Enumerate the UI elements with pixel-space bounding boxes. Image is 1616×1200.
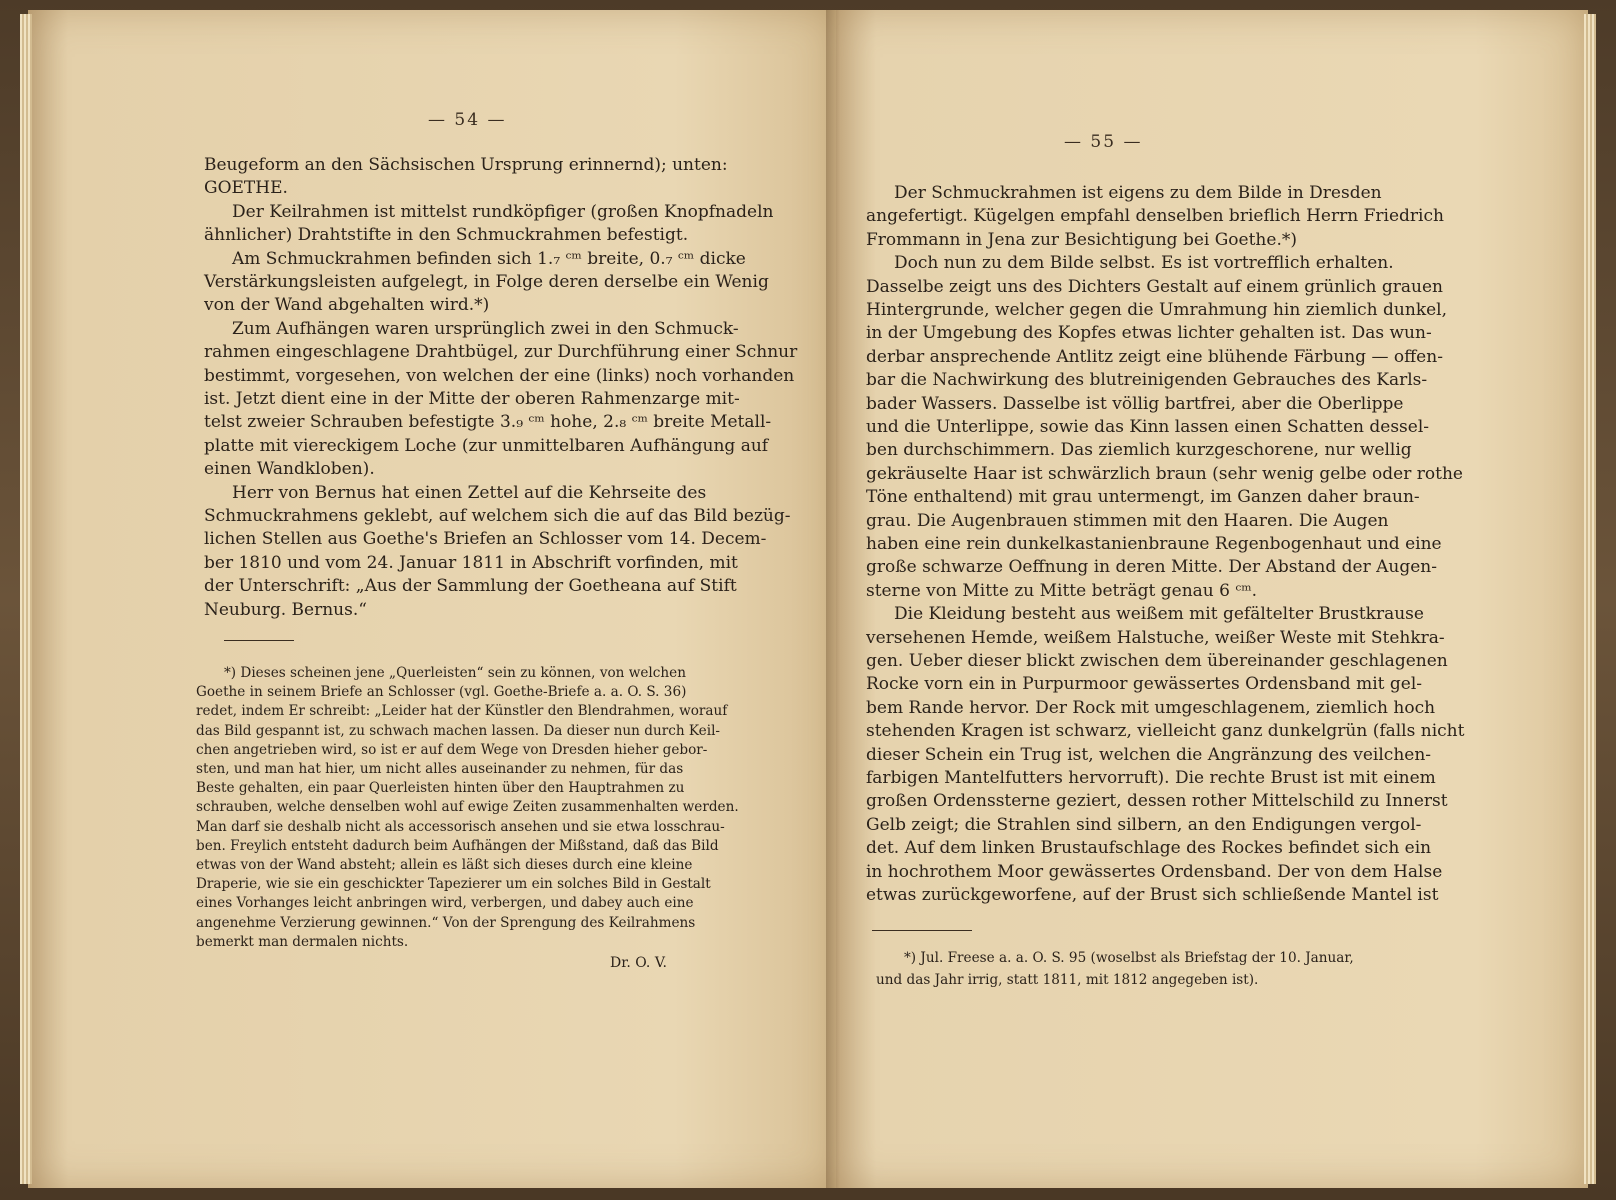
text-line: in hochrothem Moor gewässertes Ordensband. Der von dem Halse bbox=[866, 861, 1443, 882]
text-line: platte mit viereckigem Loche (zur unmittelbaren Aufhängung auf bbox=[204, 435, 769, 456]
text-line: stehenden Kragen ist schwarz, vielleicht ganz dunkelgrün (falls nicht bbox=[866, 721, 1465, 742]
text-line: etwas zurückgeworfene, auf der Brust sich schließende Mantel ist bbox=[866, 885, 1439, 905]
text-line: sten, und man hat hier, um nicht alles auseinander zu nehmen, für das bbox=[196, 761, 684, 777]
text-line: det. Auf dem linken Brustaufschlage des Rockes befindet sich ein bbox=[866, 838, 1432, 859]
text-line: ähnlicher) Drahtstifte in den Schmuckrahmen befestigt. bbox=[204, 225, 689, 246]
text-line: Die Kleidung besteht aus weißem mit gefältelter Brustkrause bbox=[894, 604, 1424, 625]
text-line: Herr von Bernus hat einen Zettel auf die Kehrseite des bbox=[232, 482, 707, 503]
footnote-signature: Dr. O. V. bbox=[610, 955, 667, 971]
text-line: bestimmt, vorgesehen, von welchen der eine (links) noch vorhanden bbox=[204, 365, 795, 386]
text-line: Man darf sie deshalb nicht als accessorisch ansehen und sie etwa losschrau- bbox=[196, 818, 725, 835]
text-line: Goethe in seinem Briefe an Schlosser (vgl. Goethe-Briefe a. a. O. S. 36) bbox=[196, 684, 687, 701]
text-line: angefertigt. Kügelgen empfahl denselben brieflich Herrn Friedrich bbox=[866, 206, 1444, 227]
text-line: Rocke vorn ein in Purpurmoor gewässertes Ordensband mit gel- bbox=[866, 674, 1423, 695]
text-line: großen Ordenssterne geziert, dessen rother Mittelschild zu Innerst bbox=[866, 791, 1448, 812]
text-line: und die Unterlippe, sowie das Kinn lassen einen Schatten dessel- bbox=[866, 417, 1430, 437]
text-line: Gelb zeigt; die Strahlen sind silbern, an den Endigungen vergol- bbox=[866, 814, 1422, 835]
text-line: Frommann in Jena zur Besichtigung bei Goethe.*) bbox=[866, 229, 1297, 250]
text-line: in der Umgebung des Kopfes etwas lichter gehalten ist. Das wun- bbox=[866, 323, 1432, 344]
text-line: lichen Stellen aus Goethe's Briefen an Schlosser vom 14. Decem- bbox=[204, 529, 767, 550]
text-line: gekräuselte Haar ist schwärzlich braun (sehr wenig gelbe oder rothe bbox=[866, 463, 1463, 484]
text-line: chen angetrieben wird, so ist er auf dem Wege von Dresden hieher gebor- bbox=[196, 741, 708, 758]
text-line: sterne von Mitte zu Mitte beträgt genau 6 ᶜᵐ. bbox=[866, 580, 1258, 601]
text-line: Schmuckrahmens geklebt, auf welchem sich die auf das Bild bezüg- bbox=[204, 506, 791, 526]
text-line: der Unterschrift: „Aus der Sammlung der Goetheana auf Stift bbox=[204, 576, 737, 597]
text-line: Beste gehalten, ein paar Querleisten hinten über den Hauptrahmen zu bbox=[196, 780, 685, 797]
page-number-left: — 54 — bbox=[428, 110, 507, 130]
text-line: *) Dieses scheinen jene „Querleisten“ sein zu können, von welchen bbox=[224, 665, 686, 681]
text-line: telst zweier Schrauben befestigte 3.₉ ᶜᵐ hohe, 2.₈ ᶜᵐ breite Metall- bbox=[204, 412, 772, 433]
text-line: Am Schmuckrahmen befinden sich 1.₇ ᶜᵐ breite, 0.₇ ᶜᵐ dicke bbox=[232, 248, 746, 269]
text-line: dieser Schein ein Trug ist, welchen die Angränzung des veilchen- bbox=[866, 744, 1432, 765]
text-line: farbigen Mantelfutters hervorruft). Die rechte Brust ist mit einem bbox=[866, 768, 1436, 788]
text-line: angenehme Verzierung gewinnen.“ Von der Sprengung des Keilrahmens bbox=[196, 914, 696, 931]
text-line: Zum Aufhängen waren ursprünglich zwei in den Schmuck- bbox=[232, 318, 739, 339]
footnote-rule-left bbox=[224, 640, 294, 641]
footnote-rule-right bbox=[872, 930, 972, 931]
text-line: Verstärkungsleisten aufgelegt, in Folge deren derselbe ein Wenig bbox=[204, 272, 769, 292]
text-line: bar die Nachwirkung des blutreinigenden Gebrauches des Karls- bbox=[866, 370, 1428, 391]
text-line: von der Wand abgehalten wird.*) bbox=[204, 295, 490, 316]
text-line: rahmen eingeschlagene Drahtbügel, zur Durchführung einer Schnur bbox=[204, 342, 798, 363]
text-line: gen. Ueber dieser blickt zwischen dem übereinander geschlagenen bbox=[866, 651, 1448, 671]
text-line: Der Keilrahmen ist mittelst rundköpfiger (großen Knopfnadeln bbox=[232, 201, 774, 222]
text-line: Draperie, wie sie ein geschickter Tapezierer um ein solches Bild in Gestalt bbox=[196, 876, 711, 893]
page-number-right: — 55 — bbox=[1064, 132, 1143, 152]
text-line: ber 1810 und vom 24. Januar 1811 in Abschrift vorfinden, mit bbox=[204, 552, 738, 573]
text-line: haben eine rein dunkelkastanienbraune Regenbogenhaut und eine bbox=[866, 534, 1442, 554]
text-line: Hintergrunde, welcher gegen die Umrahmung hin ziemlich dunkel, bbox=[866, 300, 1448, 320]
page-edges-left bbox=[20, 14, 32, 1184]
text-line: bemerkt man dermalen nichts. bbox=[196, 933, 409, 950]
text-line: etwas von der Wand absteht; allein es läßt sich dieses durch eine kleine bbox=[196, 857, 693, 873]
text-line: große schwarze Oeffnung in deren Mitte. Der Abstand der Augen- bbox=[866, 557, 1437, 578]
text-line: *) Jul. Freese a. a. O. S. 95 (woselbst als Briefstag der 10. Januar, bbox=[904, 950, 1354, 966]
text-line: und das Jahr irrig, statt 1811, mit 1812 angegeben ist). bbox=[876, 972, 1259, 988]
text-line: Töne enthaltend) mit grau untermengt, im Ganzen daher braun- bbox=[866, 487, 1420, 508]
text-line: GOETHE. bbox=[204, 178, 288, 199]
text-line: bem Rande hervor. Der Rock mit umgeschlagenem, ziemlich hoch bbox=[866, 697, 1436, 718]
left-page bbox=[28, 10, 836, 1188]
text-line: Neuburg. Bernus.“ bbox=[204, 599, 367, 620]
text-line: derbar ansprechende Antlitz zeigt eine blühende Färbung — offen- bbox=[866, 346, 1443, 367]
text-line: ben durchschimmern. Das ziemlich kurzgeschorene, nur wellig bbox=[866, 440, 1412, 461]
text-line: ben. Freylich entsteht dadurch beim Aufhängen der Mißstand, daß das Bild bbox=[196, 837, 719, 854]
text-line: grau. Die Augenbrauen stimmen mit den Haaren. Die Augen bbox=[866, 510, 1389, 531]
text-line: eines Vorhanges leicht anbringen wird, verbergen, und dabey auch eine bbox=[196, 895, 694, 912]
text-line: versehenen Hemde, weißem Halstuche, weißer Weste mit Stehkra- bbox=[866, 627, 1445, 648]
text-line: einen Wandkloben). bbox=[204, 459, 375, 480]
text-line: Der Schmuckrahmen ist eigens zu dem Bilde in Dresden bbox=[894, 183, 1382, 203]
text-line: das Bild gespannt ist, zu schwach machen lassen. Da dieser nun durch Keil- bbox=[196, 722, 721, 739]
text-line: Doch nun zu dem Bilde selbst. Es ist vortrefflich erhalten. bbox=[894, 253, 1394, 274]
text-line: Beugeform an den Sächsischen Ursprung erinnernd); unten: bbox=[204, 155, 728, 175]
text-line: schrauben, welche denselben wohl auf ewige Zeiten zusammenhalten werden. bbox=[196, 799, 739, 816]
right-page bbox=[836, 10, 1588, 1188]
text-line: ist. Jetzt dient eine in der Mitte der oberen Rahmenzarge mit- bbox=[204, 389, 740, 409]
page-edges-right bbox=[1584, 14, 1596, 1184]
book-gutter bbox=[826, 10, 846, 1188]
text-line: Dasselbe zeigt uns des Dichters Gestalt auf einem grünlich grauen bbox=[866, 276, 1443, 297]
text-line: redet, indem Er schreibt: „Leider hat der Künstler den Blendrahmen, worauf bbox=[196, 703, 728, 720]
text-line: bader Wassers. Dasselbe ist völlig bartfrei, aber die Oberlippe bbox=[866, 393, 1404, 414]
